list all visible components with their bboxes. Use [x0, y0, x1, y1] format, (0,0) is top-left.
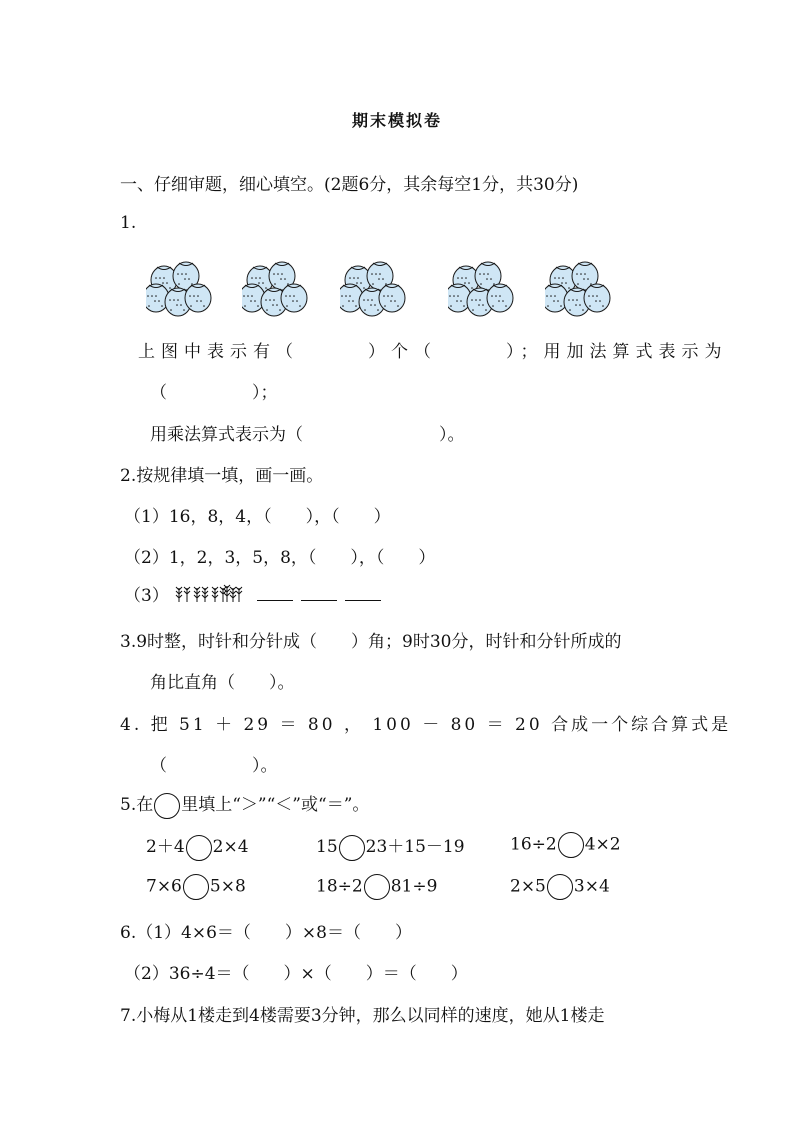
question-1-line3: 用乘法算式表示为（ ）。	[150, 425, 465, 445]
page-title: 期末模拟卷	[351, 111, 442, 130]
strawberry-icon	[448, 254, 514, 316]
question-2-part1: （1）16，8，4，（ ），（ ）	[124, 507, 391, 527]
question-2-part3	[124, 581, 381, 609]
question-3-line1: 3.9时整，时针和分针成（ ）角；9时30分，时针和分针所成的	[120, 632, 622, 652]
wheat-pattern-icon	[175, 584, 247, 609]
question-6-part1: 6.（1）4×6＝（ ）×8＝（ ）	[120, 923, 412, 943]
blank-line[interactable]	[345, 586, 381, 601]
blank-line[interactable]	[257, 586, 293, 601]
question-2-part3-label: （3）	[124, 586, 169, 606]
question-1-line1: 上图中表示有（ ）个（ ）；用加法算式表示为	[138, 342, 728, 362]
question-1-line2: （ ）；	[150, 383, 278, 403]
question-6-part2: （2）36÷4＝（ ）×（ ）＝（ ）	[124, 964, 468, 984]
question-4-line2: （ ）。	[150, 756, 278, 776]
strawberry-icon	[545, 254, 611, 316]
compare-item: 15 23＋15－19	[316, 832, 465, 861]
question-3-line2: 角比直角（ ）。	[150, 673, 295, 693]
compare-circle[interactable]	[183, 874, 209, 900]
compare-item: 2＋4 2×4	[146, 832, 249, 861]
question-2-part2: （2）1，2，3，5，8，（ ），（ ）	[124, 548, 436, 568]
compare-circle[interactable]	[364, 874, 390, 900]
question-7-line1: 7.小梅从1楼走到4楼需要3分钟，那么以同样的速度，她从1楼走	[120, 1006, 605, 1026]
question-1-number: 1.	[120, 213, 137, 233]
strawberry-icon	[146, 254, 212, 316]
compare-circle[interactable]	[339, 835, 365, 861]
compare-circle[interactable]	[558, 832, 584, 858]
compare-item: 16÷2 4×2	[510, 832, 621, 858]
compare-circle[interactable]	[547, 874, 573, 900]
strawberry-icon	[242, 254, 308, 316]
question-4-line1: 4. 把 51 ＋ 29 ＝ 80 ， 100 － 80 ＝ 20 合成一个综合算式是	[120, 715, 732, 735]
section-heading: 一、仔细审题，细心填空。(2题6分，其余每空1分，共30分)	[120, 175, 579, 195]
compare-item: 18÷2 81÷9	[316, 874, 437, 900]
compare-circle-example	[154, 793, 180, 819]
compare-item: 7×6 5×8	[146, 874, 246, 900]
question-5-title: 5.在 里填上“＞”“＜”或“＝”。	[120, 790, 369, 819]
question-2-title: 2.按规律填一填，画一画。	[120, 466, 324, 486]
blank-line[interactable]	[301, 586, 337, 601]
compare-circle[interactable]	[186, 835, 212, 861]
strawberry-icon	[340, 254, 406, 316]
compare-item: 2×5 3×4	[510, 874, 610, 900]
